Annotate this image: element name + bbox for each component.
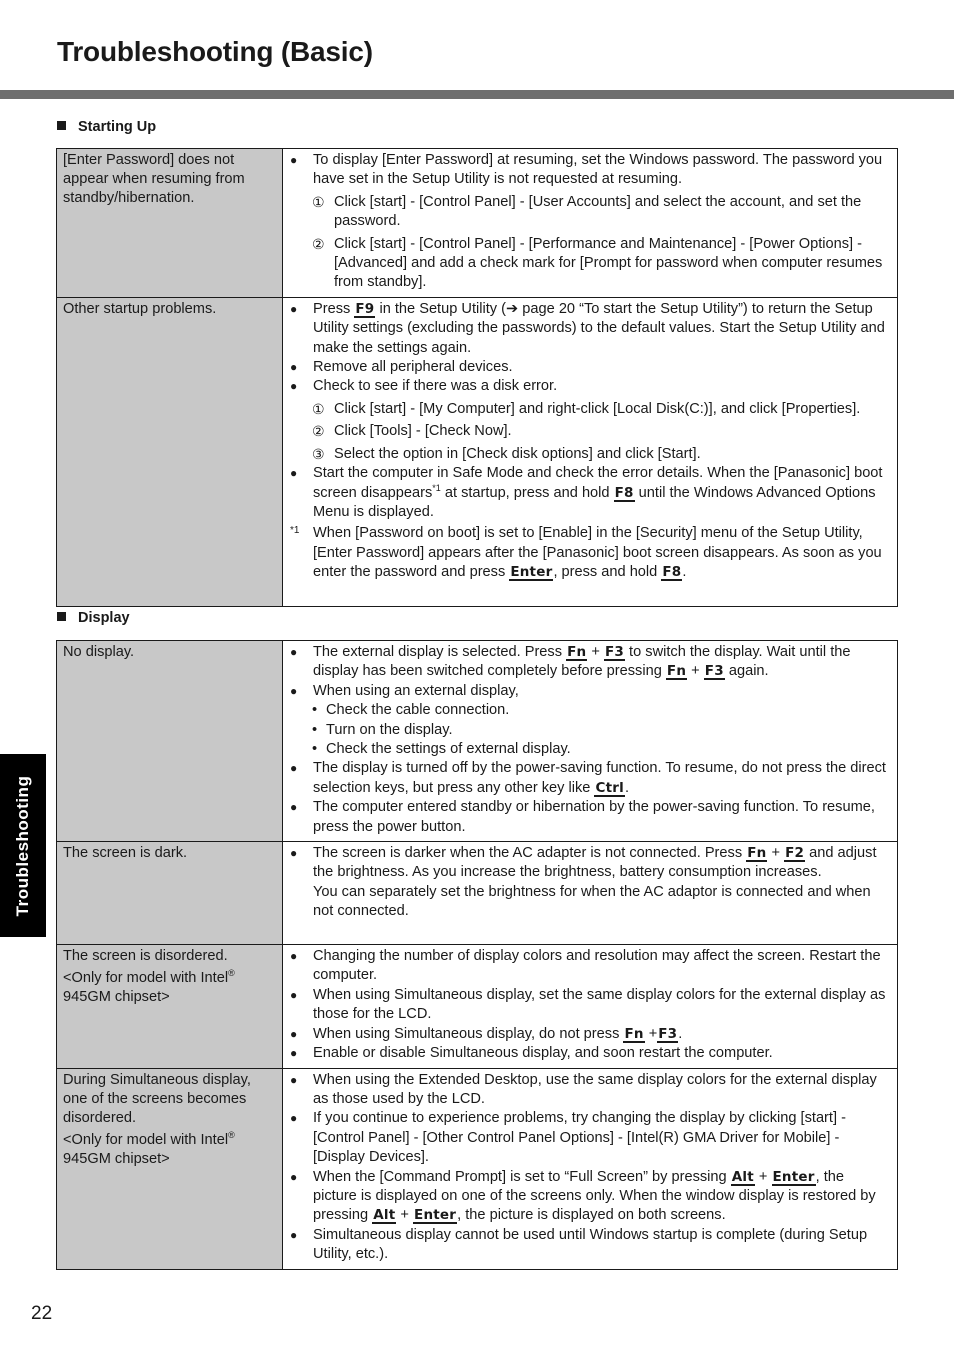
- solution-text: When using the Extended Desktop, use the same display colors for the external display as those used by the LCD.: [313, 1071, 877, 1107]
- bullet-icon: ●: [290, 360, 298, 375]
- problem-cell: [57, 149, 283, 298]
- solution-text: again.: [728, 663, 769, 680]
- alt-key: Alt: [731, 1168, 754, 1185]
- solution-text: until the Windows Advanced Options Menu is displayed.: [313, 484, 876, 520]
- list-item: [289, 1044, 891, 1063]
- footnote-text: .: [682, 564, 687, 581]
- bullet-icon: ●: [290, 1169, 298, 1184]
- circled-one-icon: ①: [312, 400, 325, 417]
- solution-text: and adjust the brightness. As you increase the brightness, battery consumption increases.: [313, 845, 877, 881]
- registered-mark: ®: [228, 1129, 235, 1140]
- solution-step: Turn on the display.: [326, 721, 453, 738]
- f9-key: F9: [355, 300, 375, 317]
- bullet-icon: ●: [290, 846, 298, 861]
- problem-text: Other startup problems.: [63, 300, 217, 317]
- solution-text: To display [Enter Password] at resuming, set the Windows password. The password you have set in the Setup Utility is not requested at resuming.: [313, 152, 883, 188]
- solution-text: at startup, press and hold: [444, 484, 610, 501]
- bullet-icon: ●: [290, 987, 298, 1002]
- alt-key: Alt: [373, 1207, 396, 1224]
- list-item: [289, 759, 891, 798]
- circled-two-icon: ②: [312, 423, 325, 440]
- circled-three-icon: ③: [312, 445, 325, 462]
- list-item: [289, 986, 891, 1025]
- bullet-icon: ●: [290, 1026, 298, 1041]
- problem-cell: [57, 945, 283, 1068]
- list-item: [289, 798, 891, 837]
- bullet-icon: ●: [290, 153, 298, 167]
- problem-note: [63, 1131, 276, 1169]
- square-bullet-icon: [57, 121, 66, 130]
- footnote-text: , press and hold: [553, 564, 658, 581]
- side-tab-label: Troubleshooting: [13, 775, 32, 917]
- enter-key: Enter: [510, 564, 553, 581]
- solution-cell: [283, 842, 898, 945]
- table-row: [57, 297, 898, 606]
- page-title: Troubleshooting (Basic): [57, 36, 373, 67]
- starting-up-table: [56, 148, 898, 607]
- section-heading-label: Starting Up: [78, 119, 157, 135]
- section-heading-display: [57, 610, 130, 626]
- page-reference: page 20 “To start the Setup Utility”) to return the Setup Utility settings (excluding the passwords) to the default values. Start the Setup Utility and make the settings again.: [313, 300, 885, 356]
- list-item: [289, 464, 891, 522]
- bullet-icon: ●: [290, 1227, 298, 1242]
- solution-step: Check the settings of external display.: [326, 741, 571, 758]
- problem-text: The screen is disordered.: [63, 948, 228, 965]
- solution-text: Remove all peripheral devices.: [313, 359, 513, 376]
- list-item: [289, 1226, 891, 1265]
- problem-note-text: 945GM chipset>: [63, 1150, 170, 1167]
- problem-text: The screen is dark.: [63, 845, 188, 862]
- enter-key: Enter: [414, 1207, 457, 1224]
- list-item: [289, 721, 891, 740]
- problem-cell: [57, 297, 283, 606]
- problem-cell: [57, 1068, 283, 1269]
- problem-note-text: <Only for model with Intel: [63, 970, 229, 987]
- problem-cell: [57, 842, 283, 945]
- list-item: [289, 682, 891, 701]
- solution-text: When using Simultaneous display, set the same display colors for the external display as those for the LCD.: [313, 986, 886, 1023]
- circled-one-icon: ①: [312, 193, 325, 210]
- solution-step: Click [start] - [Control Panel] - [User Accounts] and select the account, and set the password.: [334, 193, 862, 230]
- list-item: [289, 947, 891, 986]
- solution-step: Click [start] - [My Computer] and right-click [Local Disk(C:)], and click [Properties].: [334, 400, 861, 417]
- footnote-text: When [Password on boot] is set to [Enable] in the [Security] menu of the Setup Utility, [Enter Password] appears after the [Panasonic] boot screen disappears. As soon as you enter the password and press: [313, 525, 882, 581]
- problem-text: [Enter Password] does not appear when resuming from standby/hibernation.: [63, 152, 245, 206]
- section-heading-starting-up: [57, 119, 156, 135]
- f8-key: F8: [662, 564, 682, 581]
- ctrl-key: Ctrl: [595, 779, 624, 796]
- solution-text: , the picture is displayed on both screens.: [457, 1207, 726, 1224]
- list-item: [289, 1071, 891, 1110]
- page-number: 22: [31, 1303, 53, 1324]
- solution-text: Simultaneous display cannot be used until Windows startup is complete (during Setup Utility, etc.).: [313, 1226, 868, 1263]
- circled-two-icon: ②: [312, 235, 325, 252]
- list-item: [289, 1109, 891, 1167]
- enter-key: Enter: [772, 1168, 815, 1185]
- footnote: [289, 524, 891, 582]
- fn-key: Fn: [624, 1025, 644, 1042]
- solution-text: The display is turned off by the power-saving function. To resume, do not press the direct selection keys, but press any other key like: [313, 760, 886, 796]
- f3-key: F3: [704, 663, 724, 680]
- solution-cell: [283, 945, 898, 1068]
- bullet-icon: ●: [290, 1111, 298, 1126]
- solution-cell: [283, 297, 898, 606]
- display-table: [56, 640, 898, 1270]
- list-item: [289, 740, 891, 759]
- bullet-icon: ●: [290, 301, 298, 316]
- bullet-icon: ●: [290, 800, 298, 815]
- registered-mark: ®: [228, 968, 235, 979]
- solution-text: When using Simultaneous display, do not press: [313, 1025, 620, 1042]
- problem-note-text: 945GM chipset>: [63, 989, 170, 1006]
- arrow-right-icon: ➔: [506, 300, 519, 317]
- solution-text: .: [678, 1025, 683, 1042]
- bullet-icon: ●: [290, 379, 298, 394]
- solution-text: The screen is darker when the AC adapter is not connected. Press: [313, 845, 743, 862]
- list-item: [289, 377, 891, 396]
- solution-text: The computer entered standby or hibernation by the power-saving function. To resume, press the power button.: [313, 799, 875, 835]
- bullet-icon: ●: [290, 645, 298, 659]
- solution-text: , the picture is displayed on one of the screens only. When the window display is restored by pressing: [313, 1168, 876, 1224]
- solution-text: Check to see if there was a disk error.: [313, 378, 558, 395]
- list-item: [289, 235, 891, 293]
- dot-bullet-icon: •: [312, 741, 318, 758]
- table-row: [57, 1068, 898, 1269]
- problem-cell: [57, 641, 283, 842]
- solution-text: Press: [313, 300, 351, 317]
- list-item: ● When using Simultaneous display, do not press Fn +F3.: [289, 1025, 891, 1044]
- f3-key: F3: [658, 1025, 678, 1042]
- bullet-icon: ●: [290, 683, 298, 698]
- solution-cell: [283, 641, 898, 842]
- list-item: [289, 422, 891, 441]
- f2-key: F2: [785, 845, 805, 862]
- solution-text: Start the computer in Safe Mode and check the error details. When the [Panasonic] boot screen disappears: [313, 465, 883, 501]
- solution-step: Click [Tools] - [Check Now].: [334, 423, 512, 440]
- solution-text: If you continue to experience problems, try changing the display by clicking [start] - [Control Panel] - [Other Control Panel Options] - [Intel(R) GMA Driver for Mobile] - [Display Devices].: [313, 1110, 846, 1166]
- bullet-icon: ●: [290, 466, 298, 481]
- square-bullet-icon: [57, 612, 66, 621]
- bullet-icon: ●: [290, 949, 298, 964]
- table-row: [57, 842, 898, 945]
- solution-step: Check the cable connection.: [326, 702, 510, 719]
- problem-text: No display.: [63, 644, 135, 660]
- solution-text: The external display is selected. Press: [313, 644, 563, 660]
- fn-key: Fn: [567, 644, 587, 660]
- table-row: [57, 149, 898, 298]
- footnote-mark: *1: [290, 525, 300, 537]
- side-tab: [0, 754, 46, 937]
- list-item: ● The external display is selected. Press Fn + F3 to switch the display. Wait until the display has been switched completely before pressing Fn + F3 again.: [289, 643, 891, 682]
- dot-bullet-icon: •: [312, 721, 318, 738]
- list-item: [289, 445, 891, 464]
- bullet-icon: ●: [290, 761, 298, 776]
- fn-key: Fn: [747, 845, 767, 862]
- solution-step: Select the option in [Check disk options] and click [Start].: [334, 445, 701, 462]
- solution-text: When the [Command Prompt] is set to “Full Screen” by pressing: [313, 1168, 727, 1185]
- fn-key: Fn: [666, 663, 687, 680]
- table-row: [57, 641, 898, 842]
- solution-cell: [283, 1068, 898, 1269]
- dot-bullet-icon: •: [312, 702, 318, 719]
- list-item: ● The screen is darker when the AC adapter is not connected. Press Fn + F2 and adjust the brightness. As you increase the brightness, battery consumption increases. You can separately set the brightness for when the AC adaptor is connected and when not connected.: [289, 844, 891, 922]
- list-item: [289, 300, 891, 358]
- solution-text: You can separately set the brightness for when the AC adaptor is connected and when not connected.: [313, 883, 871, 920]
- f8-key: F8: [614, 484, 634, 501]
- list-item: [289, 400, 891, 419]
- list-item: [289, 358, 891, 377]
- list-item: ● When the [Command Prompt] is set to “Full Screen” by pressing Alt + Enter, the picture is displayed on one of the screens only. When the window display is restored by pressing Alt + Enter, the picture is displayed on both screens.: [289, 1168, 891, 1226]
- solution-text: When using an external display,: [313, 682, 519, 699]
- table-row: [57, 945, 898, 1068]
- solution-text: Enable or disable Simultaneous display, and soon restart the computer.: [313, 1045, 773, 1062]
- solution-cell: [283, 149, 898, 298]
- problem-note: [63, 969, 276, 1007]
- list-item: [289, 701, 891, 720]
- footnote-ref: *1: [432, 482, 441, 493]
- solution-text: Changing the number of display colors and resolution may affect the screen. Restart the computer.: [313, 948, 881, 984]
- problem-note-text: <Only for model with Intel: [63, 1131, 229, 1148]
- solution-text: to switch the display. Wait until the display has been switched completely before pressing: [313, 644, 851, 680]
- title-rule: [0, 90, 954, 99]
- f3-key: F3: [604, 644, 624, 660]
- solution-text: .: [624, 779, 629, 796]
- solution-step: Click [start] - [Control Panel] - [Performance and Maintenance] - [Power Options] - [Advanced] and add a check mark for [Prompt for password when computer resumes from standby].: [334, 235, 883, 291]
- solution-text: in the Setup Utility (: [379, 300, 506, 317]
- list-item: [289, 151, 891, 190]
- list-item: [289, 193, 891, 232]
- bullet-icon: ●: [290, 1072, 298, 1087]
- bullet-icon: ●: [290, 1046, 298, 1061]
- problem-text: During Simultaneous display, one of the screens becomes disordered.: [63, 1071, 251, 1126]
- section-heading-label: Display: [78, 610, 130, 626]
